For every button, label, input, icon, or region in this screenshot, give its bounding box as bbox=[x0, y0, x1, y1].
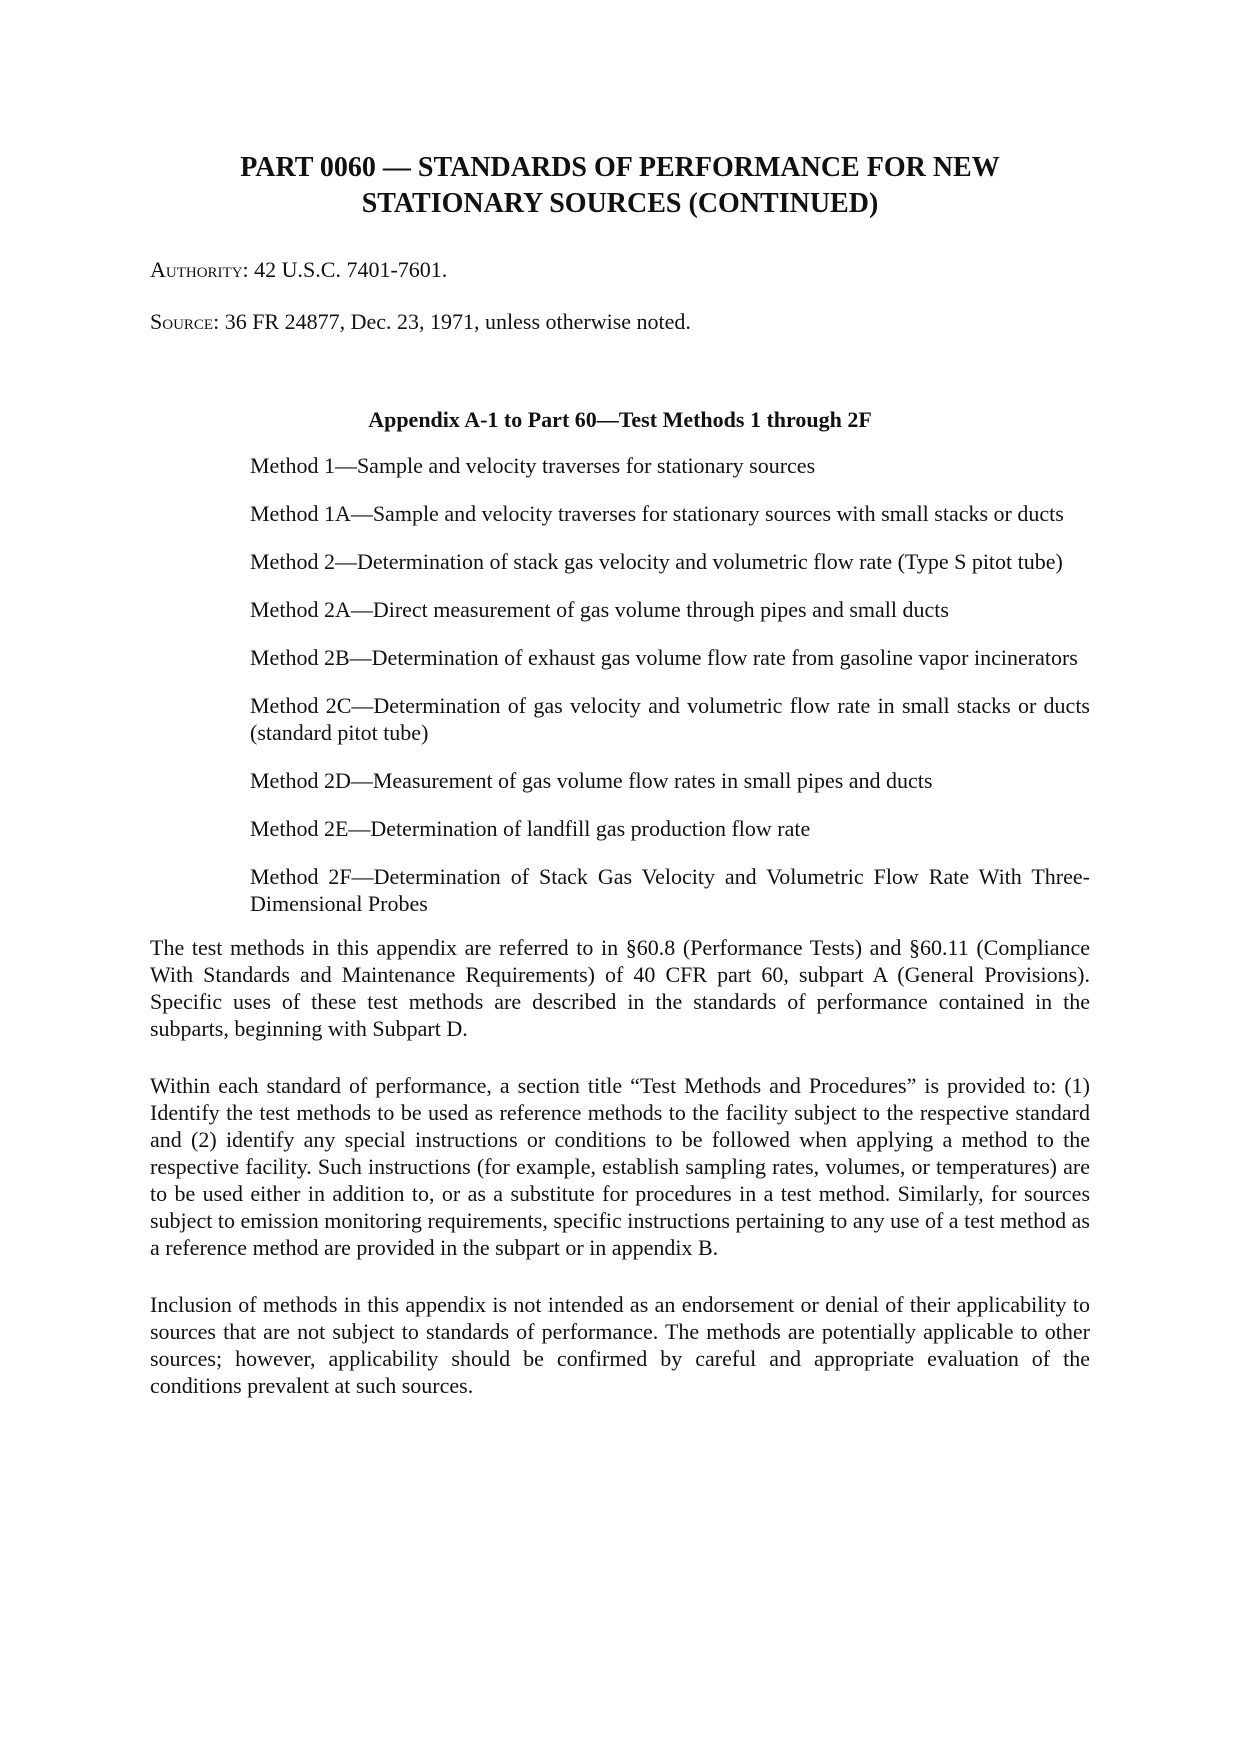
method-item: Method 2F—Determination of Stack Gas Velocity and Volumetric Flow Rate With Three-Dimensional Probes bbox=[250, 864, 1090, 916]
authority-text: : 42 U.S.C. 7401-7601. bbox=[242, 257, 448, 282]
authority-label: Authority bbox=[150, 257, 243, 282]
source-text: : 36 FR 24877, Dec. 23, 1971, unless otherwise noted. bbox=[213, 309, 691, 334]
body-paragraph: The test methods in this appendix are referred to in §60.8 (Performance Tests) and §60.11 (Compliance With Standards and Maintenance Requirements) of 40 CFR part 60, subpart A (General Provisions). Specific uses of these test methods are described in the standards of performance contained in the subparts, beginning with Subpart D. bbox=[150, 935, 1090, 1041]
method-item: Method 2E—Determination of landfill gas production flow rate bbox=[250, 816, 811, 841]
appendix-title: Appendix A-1 to Part 60—Test Methods 1 through 2F bbox=[368, 407, 872, 432]
body-paragraph: Inclusion of methods in this appendix is not intended as an endorsement or denial of their applicability to sources that are not subject to standards of performance. The methods are potentially applicable to other sources; however, applicability should be confirmed by careful and appropriate evaluation of the conditions prevalent at such sources. bbox=[150, 1292, 1090, 1398]
method-item: Method 2D—Measurement of gas volume flow rates in small pipes and ducts bbox=[250, 768, 933, 793]
method-item: Method 1A—Sample and velocity traverses for stationary sources with small stacks or ducts bbox=[250, 501, 1064, 526]
method-item: Method 2B—Determination of exhaust gas volume flow rate from gasoline vapor incinerators bbox=[250, 645, 1078, 670]
authority-line bbox=[150, 256, 1090, 284]
part-title: PART 0060 — STANDARDS OF PERFORMANCE FOR NEW STATIONARY SOURCES (CONTINUED) bbox=[240, 152, 1000, 219]
source-line bbox=[150, 308, 1090, 336]
document-page bbox=[150, 150, 1090, 1429]
method-list bbox=[150, 452, 1090, 917]
body-paragraph: Within each standard of performance, a section title “Test Methods and Procedures” is provided to: (1) Identify the test methods to be used as reference methods to the facility subject to the respective standard and (2) identify any special instructions or conditions to be followed when applying a method to the respective facility. Such instructions (for example, establish sampling rates, volumes, or temperatures) are to be used either in addition to, or as a substitute for procedures in a test method. Similarly, for sources subject to emission monitoring requirements, specific instructions pertaining to any use of a test method as a reference method are provided in the subpart or in appendix B. bbox=[150, 1073, 1090, 1260]
method-item: Method 2C—Determination of gas velocity and volumetric flow rate in small stacks or ducts (standard pitot tube) bbox=[250, 693, 1090, 745]
method-item: Method 2—Determination of stack gas velocity and volumetric flow rate (Type S pitot tube) bbox=[250, 549, 1063, 574]
method-item: Method 1—Sample and velocity traverses for stationary sources bbox=[250, 453, 816, 478]
source-label: Source bbox=[150, 309, 214, 334]
method-item: Method 2A—Direct measurement of gas volume through pipes and small ducts bbox=[250, 597, 949, 622]
